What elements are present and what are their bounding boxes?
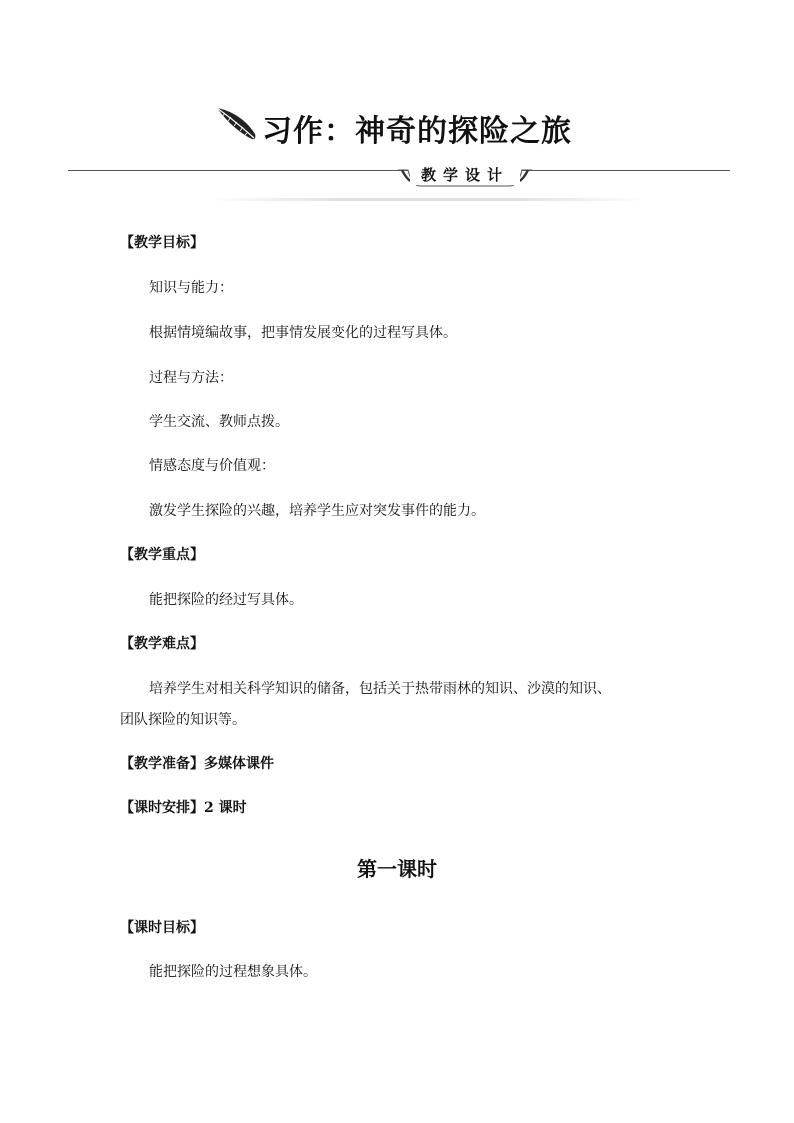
goals-heading: 【教学目标】 [120, 235, 204, 251]
prep-line: 【教学准备】多媒体课件 [120, 756, 274, 772]
title-block [0, 100, 794, 150]
lesson-goal-text: 能把探险的过程想象具体。 [149, 964, 317, 980]
emotion-label: 情感态度与价值观： [149, 458, 275, 474]
lesson-title: 第一课时 [357, 857, 437, 881]
schedule-line: 【课时安排】2 课时 [120, 800, 247, 816]
knowledge-label: 知识与能力： [149, 280, 233, 296]
knowledge-text: 根据情境编故事，把事情发展变化的过程写具体。 [149, 325, 457, 341]
process-label: 过程与方法： [149, 370, 233, 386]
banner-label: 教学设计 [420, 166, 509, 184]
banner-shadow [208, 198, 648, 201]
emotion-text: 激发学生探险的兴趣，培养学生应对突发事件的能力。 [149, 503, 485, 519]
section-banner [68, 160, 730, 206]
difficulty-text-line2: 团队探险的知识等。 [120, 712, 246, 728]
key-text: 能把探险的经过写具体。 [149, 592, 303, 608]
difficulty-heading: 【教学难点】 [120, 636, 204, 652]
lesson-goal-heading: 【课时目标】 [120, 920, 204, 936]
feather-quill-icon [215, 104, 259, 144]
process-text: 学生交流、教师点拨。 [149, 414, 289, 430]
key-heading: 【教学重点】 [120, 547, 204, 563]
difficulty-text-line1: 培养学生对相关科学知识的储备，包括关于热带雨林的知识、沙漠的知识、 [149, 681, 611, 697]
page-title: 习作：神奇的探险之旅 [262, 114, 572, 149]
